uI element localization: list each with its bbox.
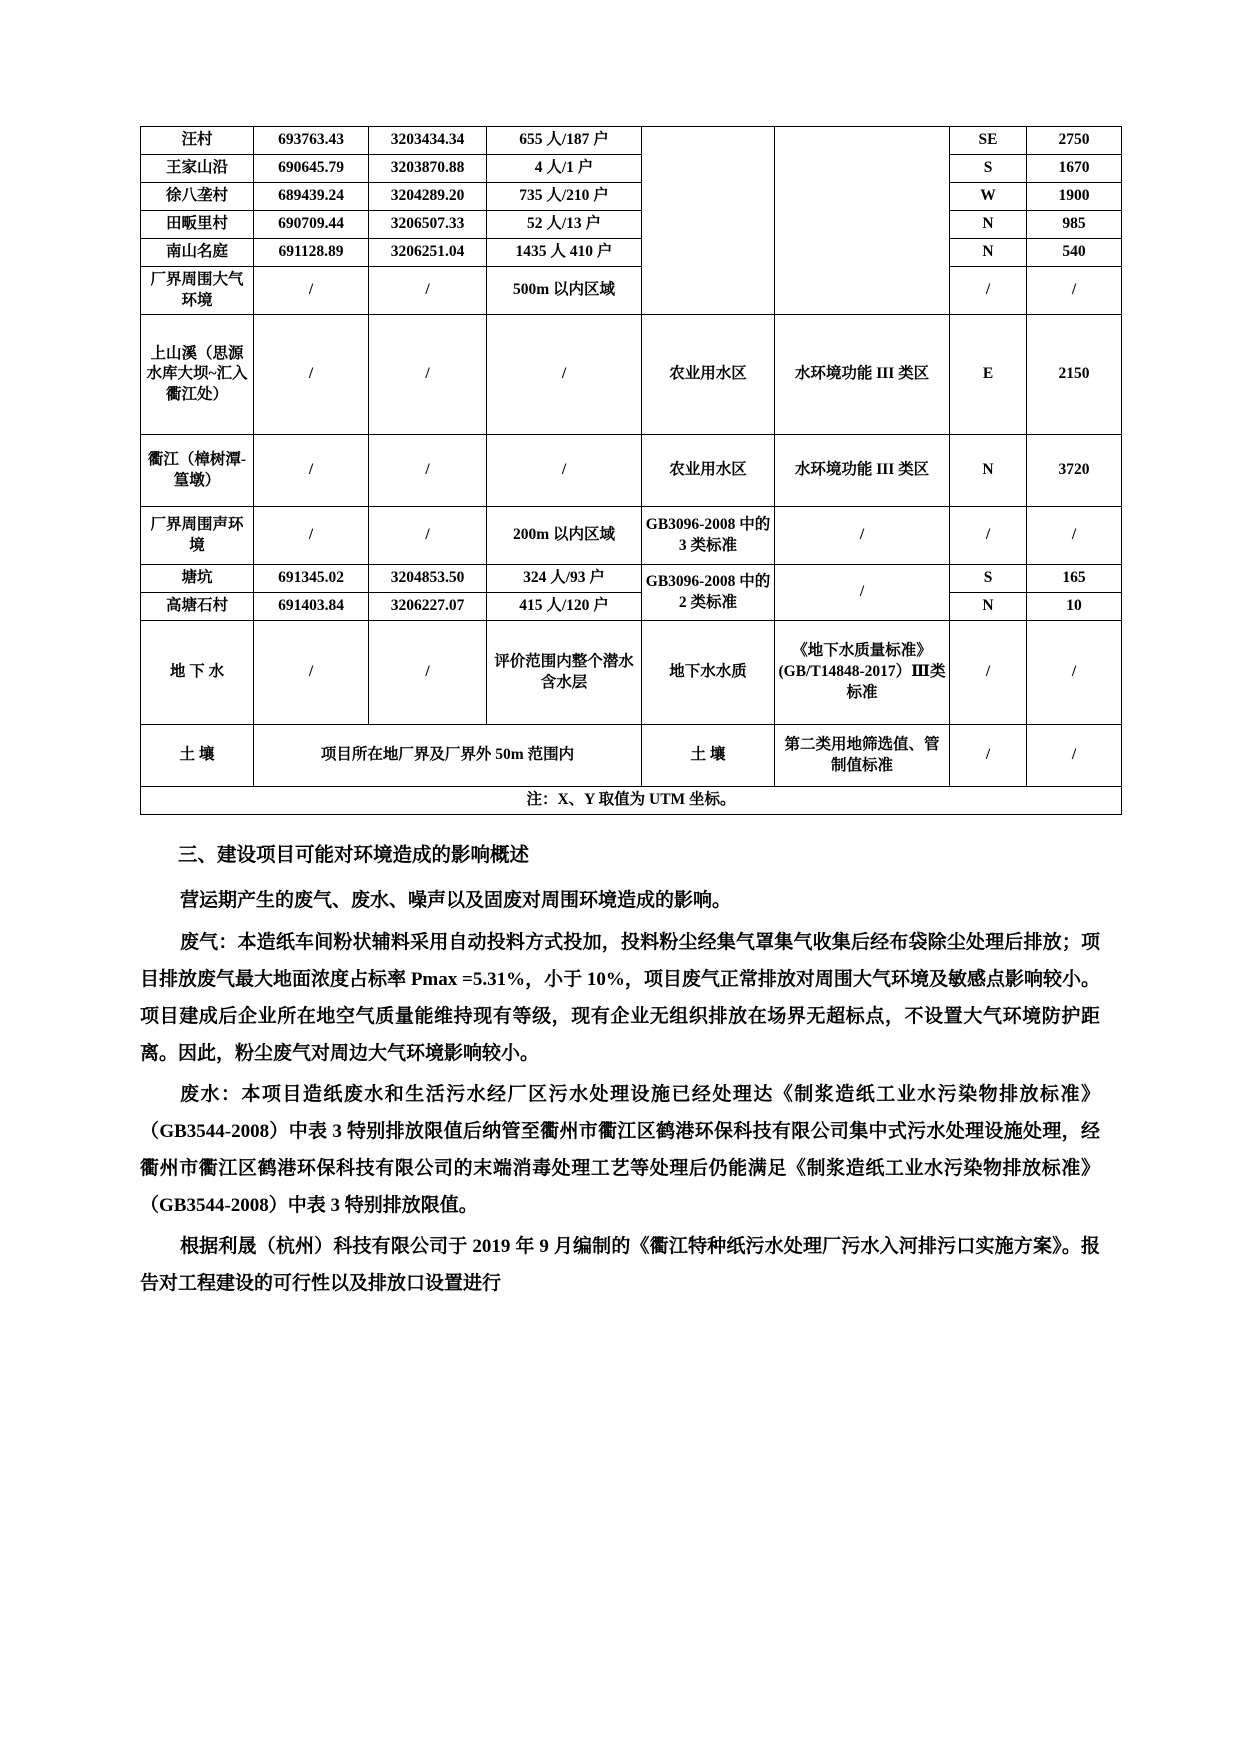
cell-x: 691128.89 [254,238,369,266]
cell-function: 农业用水区 [642,435,775,507]
cell-name: 徐八垄村 [141,182,254,210]
cell-range: / [487,435,642,507]
table-row [141,565,1122,593]
cell-direction: S [950,154,1027,182]
cell-direction: N [950,593,1027,621]
table-row [141,621,1122,725]
table-note-row [141,787,1122,815]
cell-range: 200m 以内区域 [487,507,642,565]
environmental-sensitive-targets-table [140,126,1122,815]
cell-range: 52 人/13 户 [487,210,642,238]
cell-standard: 水环境功能 III 类区 [775,435,950,507]
table-row [141,315,1122,435]
table-row [141,127,1122,155]
cell-soil-range: 项目所在地厂界及厂界外 50m 范围内 [254,725,642,787]
cell-x: / [254,315,369,435]
cell-name: 塘坑 [141,565,254,593]
cell-y: / [369,507,487,565]
cell-function: 农业用水区 [642,315,775,435]
cell-y: 3206251.04 [369,238,487,266]
cell-name: 厂界周围大气环境 [141,266,254,315]
cell-function [642,127,775,315]
cell-standard: 《地下水质量标准》(GB/T14848-2017）Ⅲ类标准 [775,621,950,725]
cell-distance: 985 [1027,210,1122,238]
paragraph-waste-gas: 废气：本造纸车间粉状辅料采用自动投料方式投加，投料粉尘经集气罩集气收集后经布袋除尘处理后排放；项目排放废气最大地面浓度占标率 Pmax =5.31%，小于 10%，项目废气正常排放对周围大气环境及敏感点影响较小。项目建成后企业所在地空气质量能维持现有等级，现有企业无组织排放在场界无超标点，不设置大气环境防护距离。因此，粉尘废气对周边大气环境影响较小。 [140,931,1100,1064]
cell-direction: / [950,725,1027,787]
cell-x: 691403.84 [254,593,369,621]
cell-distance: 2150 [1027,315,1122,435]
cell-direction: N [950,210,1027,238]
cell-range: 评价范围内整个潜水含水层 [487,621,642,725]
cell-range: 500m 以内区域 [487,266,642,315]
cell-standard [775,127,950,315]
cell-direction: S [950,565,1027,593]
cell-y: / [369,266,487,315]
table-row [141,154,1122,182]
cell-name: 衢江（樟树潭-篁墩） [141,435,254,507]
cell-y: 3204289.20 [369,182,487,210]
table-row [141,266,1122,315]
table-row [141,210,1122,238]
cell-x: 693763.43 [254,127,369,155]
cell-function: 土 壤 [642,725,775,787]
table-note: 注：X、Y 取值为 UTM 坐标。 [141,787,1122,815]
cell-y: 3206507.33 [369,210,487,238]
cell-distance: / [1027,621,1122,725]
cell-x: / [254,435,369,507]
table-row [141,593,1122,621]
cell-name: 汪村 [141,127,254,155]
cell-direction: / [950,507,1027,565]
cell-x: 690645.79 [254,154,369,182]
paragraph-overview: 营运期产生的废气、废水、噪声以及固废对周围环境造成的影响。 [180,890,732,912]
cell-x: / [254,507,369,565]
cell-x: / [254,621,369,725]
cell-name: 田畈里村 [141,210,254,238]
cell-y: 3204853.50 [369,565,487,593]
table-row [141,182,1122,210]
cell-function: GB3096-2008 中的 2 类标准 [642,565,775,621]
section-heading: 三、建设项目可能对环境造成的影响概述 [178,845,530,867]
table-row [141,507,1122,565]
cell-distance: 165 [1027,565,1122,593]
page-content [140,126,1100,1306]
cell-y: 3203434.34 [369,127,487,155]
cell-direction: W [950,182,1027,210]
cell-name: 地 下 水 [141,621,254,725]
paragraph-discharge-plan: 根据利晟（杭州）科技有限公司于 2019 年 9 月编制的《衢江特种纸污水处理厂污水入河排污口实施方案》。报告对工程建设的可行性以及排放口设置进行 [140,1235,1100,1294]
cell-x: / [254,266,369,315]
cell-direction: N [950,435,1027,507]
cell-x: 691345.02 [254,565,369,593]
cell-distance: 540 [1027,238,1122,266]
cell-name: 厂界周围声环境 [141,507,254,565]
cell-standard: / [775,507,950,565]
cell-x: 689439.24 [254,182,369,210]
cell-standard: / [775,565,950,621]
cell-name: 土 壤 [141,725,254,787]
cell-name: 南山名庭 [141,238,254,266]
cell-distance: 1900 [1027,182,1122,210]
cell-direction: / [950,266,1027,315]
cell-distance: / [1027,507,1122,565]
cell-range: / [487,315,642,435]
cell-function: GB3096-2008 中的 3 类标准 [642,507,775,565]
cell-name: 上山溪（思源水库大坝~汇入衢江处） [141,315,254,435]
table-row [141,725,1122,787]
cell-distance: 10 [1027,593,1122,621]
cell-range: 735 人/210 户 [487,182,642,210]
cell-range: 1435 人 410 户 [487,238,642,266]
cell-direction: N [950,238,1027,266]
cell-direction: E [950,315,1027,435]
cell-range: 655 人/187 户 [487,127,642,155]
cell-range: 415 人/120 户 [487,593,642,621]
table-row [141,435,1122,507]
cell-y: / [369,315,487,435]
cell-y: / [369,435,487,507]
cell-y: / [369,621,487,725]
cell-function: 地下水水质 [642,621,775,725]
cell-distance: 1670 [1027,154,1122,182]
cell-range: 4 人/1 户 [487,154,642,182]
cell-direction: / [950,621,1027,725]
paragraph-waste-water: 废水：本项目造纸废水和生活污水经厂区污水处理设施已经处理达《制浆造纸工业水污染物排放标准》（GB3544-2008）中表 3 特别排放限值后纳管至衢州市衢江区鹤港环保科技有限公司集中式污水处理设施处理，经衢州市衢江区鹤港环保科技有限公司的末端消毒处理工艺等处理后仍能满足《制浆造纸工业水污染物排放标准》（GB3544-2008）中表 3 特别排放限值。 [140,1083,1100,1216]
cell-direction: SE [950,127,1027,155]
cell-y: 3203870.88 [369,154,487,182]
cell-standard: 第二类用地筛选值、管制值标准 [775,725,950,787]
cell-x: 690709.44 [254,210,369,238]
cell-range: 324 人/93 户 [487,565,642,593]
cell-name: 高塘石村 [141,593,254,621]
table-row [141,238,1122,266]
cell-distance: 3720 [1027,435,1122,507]
cell-y: 3206227.07 [369,593,487,621]
cell-distance: / [1027,725,1122,787]
cell-name: 王家山沿 [141,154,254,182]
cell-distance: / [1027,266,1122,315]
cell-distance: 2750 [1027,127,1122,155]
cell-standard: 水环境功能 III 类区 [775,315,950,435]
